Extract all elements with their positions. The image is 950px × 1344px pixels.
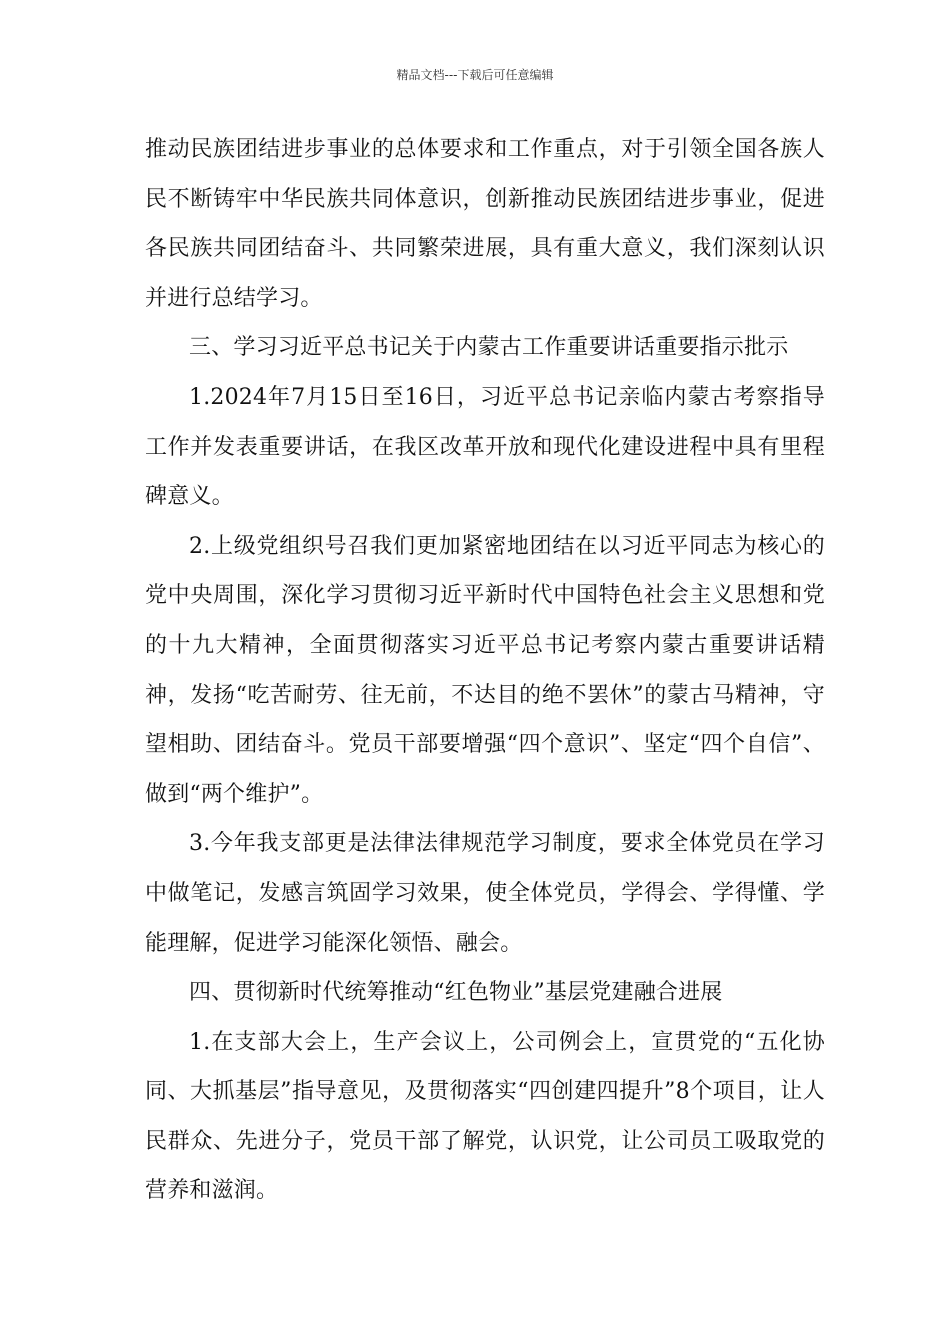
page-header: 精品文档---下载后可任意编辑 [396, 68, 554, 82]
paragraph-item-3: 3.今年我支部更是法律法律规范学习制度，要求全体党员在学习中做笔记，发感言筑固学习效果，使全体党员，学得会、学得懂、学能理解，促进学习能深化领悟、融会。 [145, 831, 825, 956]
paragraph-item-1: 1.2024年7月15日至16日，习近平总书记亲临内蒙古考察指导工作并发表重要讲话，在我区改革开放和现代化建设进程中具有里程碑意义。 [145, 384, 825, 510]
section-heading-four: 四、贯彻新时代统筹推动“红色物业”基层党建融合进展 [189, 980, 723, 1006]
paragraph-item-4-1: 1.在支部大会上，生产会议上，公司例会上，宣贯党的“五化协同、大抓基层”指导意见，及贯彻落实“四创建四提升”8个项目，让人民群众、先进分子，党员干部了解党，认识党，让公司员工吸取党的营养和滋润。 [145, 1029, 825, 1204]
paragraph-item-2: 2.上级党组织号召我们更加紧密地团结在以习近平同志为核心的党中央周围，深化学习贯彻习近平新时代中国特色社会主义思想和党的十九大精神，全面贯彻落实习近平总书记考察内蒙古重要讲话精神，发扬“吃苦耐劳、往无前，不达目的绝不罢休”的蒙古马精神，守望相助、团结奋斗。党员干部要增强“四个意识”、坚定“四个自信”、做到“两个维护”。 [145, 533, 825, 807]
paragraph-continuation: 推动民族团结进步事业的总体要求和工作重点，对于引领全国各族人民不断铸牢中华民族共同体意识，创新推动民族团结进步事业，促进各民族共同团结奋斗、共同繁荣进展，具有重大意义，我们深刻认识并进行总结学习。 [145, 137, 825, 311]
document-body [145, 125, 825, 1216]
section-heading-three: 三、学习习近平总书记关于内蒙古工作重要讲话重要指示批示 [189, 335, 789, 361]
